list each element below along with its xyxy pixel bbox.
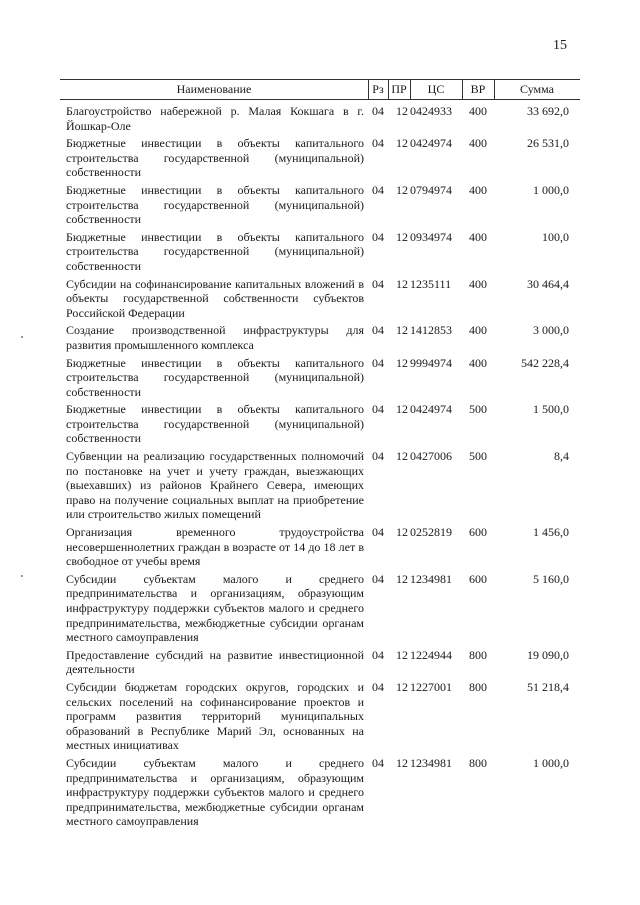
table-row (0, 277, 640, 321)
row-pr: 12 (396, 276, 408, 291)
row-name: Бюджетные инвестиции в объекты капитального строительства государственной (муниципальной) собственности (66, 229, 364, 273)
row-name: Субвенции на реализацию государственных полномочий по постановке на учет и учету граждан, выезжающих (выехавших) из районов Крайнего Севера, имеющих право на получение социальных выплат на приобретение или строительство жилых помещений (66, 449, 364, 522)
row-rz: 04 (372, 323, 384, 338)
row-cs: 1224944 (410, 647, 452, 662)
row-cs: 0252819 (410, 525, 452, 540)
row-pr: 12 (396, 571, 408, 586)
row-name: Субсидии субъектам малого и среднего предпринимательства и организациям, образующим инфраструктуру поддержки субъектов малого и среднего предпринимательства, межбюджетные субсидии органам местного самоуправления (66, 571, 364, 645)
table-body (0, 104, 640, 829)
row-name: Организация временного трудоустройства несовершеннолетних граждан в возрасте от 14 до 18 лет в свободное от учебы время (66, 525, 364, 569)
row-name: Субсидии на софинансирование капитальных вложений в объекты государственной собственности субъектов Российской Федерации (66, 276, 364, 320)
row-pr: 12 (396, 647, 408, 662)
row-rz: 04 (372, 571, 384, 586)
table-row (0, 525, 640, 569)
header-name: Наименование (176, 82, 252, 96)
row-rz: 04 (372, 355, 384, 370)
row-rz: 04 (372, 679, 384, 694)
row-pr: 12 (396, 679, 408, 694)
row-name: Бюджетные инвестиции в объекты капитального строительства государственной (муниципальной) собственности (66, 402, 364, 446)
row-cs: 1234981 (410, 571, 452, 586)
row-sum: 5 160,0 (533, 571, 569, 586)
row-rz: 04 (372, 449, 384, 464)
row-cs: 0424933 (410, 104, 452, 118)
row-name: Благоустройство набережной р. Малая Кокшага в г. Йошкар-Оле (66, 104, 364, 133)
row-rz: 04 (372, 402, 384, 417)
row-vr: 800 (469, 755, 487, 770)
row-name: Субсидии субъектам малого и среднего предпринимательства и организациям, образующим инфраструктуру поддержки субъектов малого и среднего предпринимательства, межбюджетные субсидии органам местного самоуправления (66, 755, 364, 829)
row-name: Бюджетные инвестиции в объекты капитального строительства государственной (муниципальной) собственности (66, 136, 364, 180)
row-pr: 12 (396, 402, 408, 417)
table-row (0, 572, 640, 645)
row-sum: 8,4 (554, 449, 569, 464)
row-sum: 1 500,0 (533, 402, 569, 417)
row-sum: 30 464,4 (527, 276, 569, 291)
row-pr: 12 (396, 755, 408, 770)
row-rz: 04 (372, 136, 384, 151)
table-row (0, 230, 640, 274)
row-pr: 12 (396, 136, 408, 151)
table-row (0, 648, 640, 677)
table-row (0, 136, 640, 180)
row-sum: 100,0 (542, 229, 569, 244)
row-sum: 542 228,4 (521, 355, 569, 370)
table-row (0, 680, 640, 753)
row-pr: 12 (396, 323, 408, 338)
row-pr: 12 (396, 355, 408, 370)
row-cs: 1234981 (410, 755, 452, 770)
row-vr: 400 (469, 182, 487, 197)
page-number: 15 (553, 38, 567, 53)
header-pr: ПР (391, 82, 407, 96)
row-sum: 51 218,4 (527, 679, 569, 694)
row-sum: 33 692,0 (527, 104, 569, 118)
row-vr: 400 (469, 229, 487, 244)
row-vr: 600 (469, 525, 487, 540)
row-sum: 26 531,0 (527, 136, 569, 151)
table-row (0, 356, 640, 400)
row-cs: 9994974 (410, 355, 452, 370)
row-vr: 400 (469, 136, 487, 151)
row-sum: 19 090,0 (527, 647, 569, 662)
row-pr: 12 (396, 449, 408, 464)
row-rz: 04 (372, 647, 384, 662)
row-name: Субсидии бюджетам городских округов, городских и сельских поселений на софинансирование проектов и программ развития территорий муниципальных образований в Республике Марий Эл, основанных на местных инициативах (66, 679, 364, 753)
row-pr: 12 (396, 525, 408, 540)
row-pr: 12 (396, 182, 408, 197)
row-rz: 04 (372, 104, 384, 118)
row-rz: 04 (372, 229, 384, 244)
table-header (60, 80, 580, 99)
row-vr: 400 (469, 276, 487, 291)
table-row (0, 323, 640, 352)
table-row (0, 402, 640, 446)
row-vr: 400 (469, 355, 487, 370)
header-cs: ЦС (427, 82, 445, 96)
row-sum: 1 000,0 (533, 755, 569, 770)
row-vr: 400 (469, 104, 487, 118)
row-cs: 1412853 (410, 323, 452, 338)
row-name: Бюджетные инвестиции в объекты капитального строительства государственной (муниципальной) собственности (66, 355, 364, 399)
row-rz: 04 (372, 182, 384, 197)
header-vr: ВР (470, 82, 486, 96)
row-pr: 12 (396, 104, 408, 118)
row-cs: 0424974 (410, 136, 452, 151)
row-cs: 0794974 (410, 182, 452, 197)
row-sum: 1 456,0 (533, 525, 569, 540)
row-vr: 600 (469, 571, 487, 586)
row-cs: 0934974 (410, 229, 452, 244)
row-vr: 400 (469, 323, 487, 338)
table-row (0, 104, 640, 133)
row-vr: 500 (469, 449, 487, 464)
header-bottom-rule (60, 99, 580, 100)
row-cs: 0424974 (410, 402, 452, 417)
table-row (0, 449, 640, 522)
row-rz: 04 (372, 276, 384, 291)
row-cs: 1227001 (410, 679, 452, 694)
row-rz: 04 (372, 525, 384, 540)
row-vr: 500 (469, 402, 487, 417)
header-sum: Сумма (520, 82, 554, 96)
row-sum: 1 000,0 (533, 182, 569, 197)
row-vr: 800 (469, 679, 487, 694)
row-cs: 0427006 (410, 449, 452, 464)
table-row (0, 183, 640, 227)
row-vr: 800 (469, 647, 487, 662)
table-row (0, 756, 640, 829)
row-pr: 12 (396, 229, 408, 244)
row-name: Создание производственной инфраструктуры для развития промышленного комплекса (66, 323, 364, 352)
row-rz: 04 (372, 755, 384, 770)
row-sum: 3 000,0 (533, 323, 569, 338)
row-name: Предоставление субсидий на развитие инвестиционной деятельности (66, 647, 364, 677)
row-name: Бюджетные инвестиции в объекты капитального строительства государственной (муниципальной) собственности (66, 182, 364, 227)
header-rz: Рз (372, 82, 384, 96)
row-cs: 1235111 (410, 276, 452, 291)
